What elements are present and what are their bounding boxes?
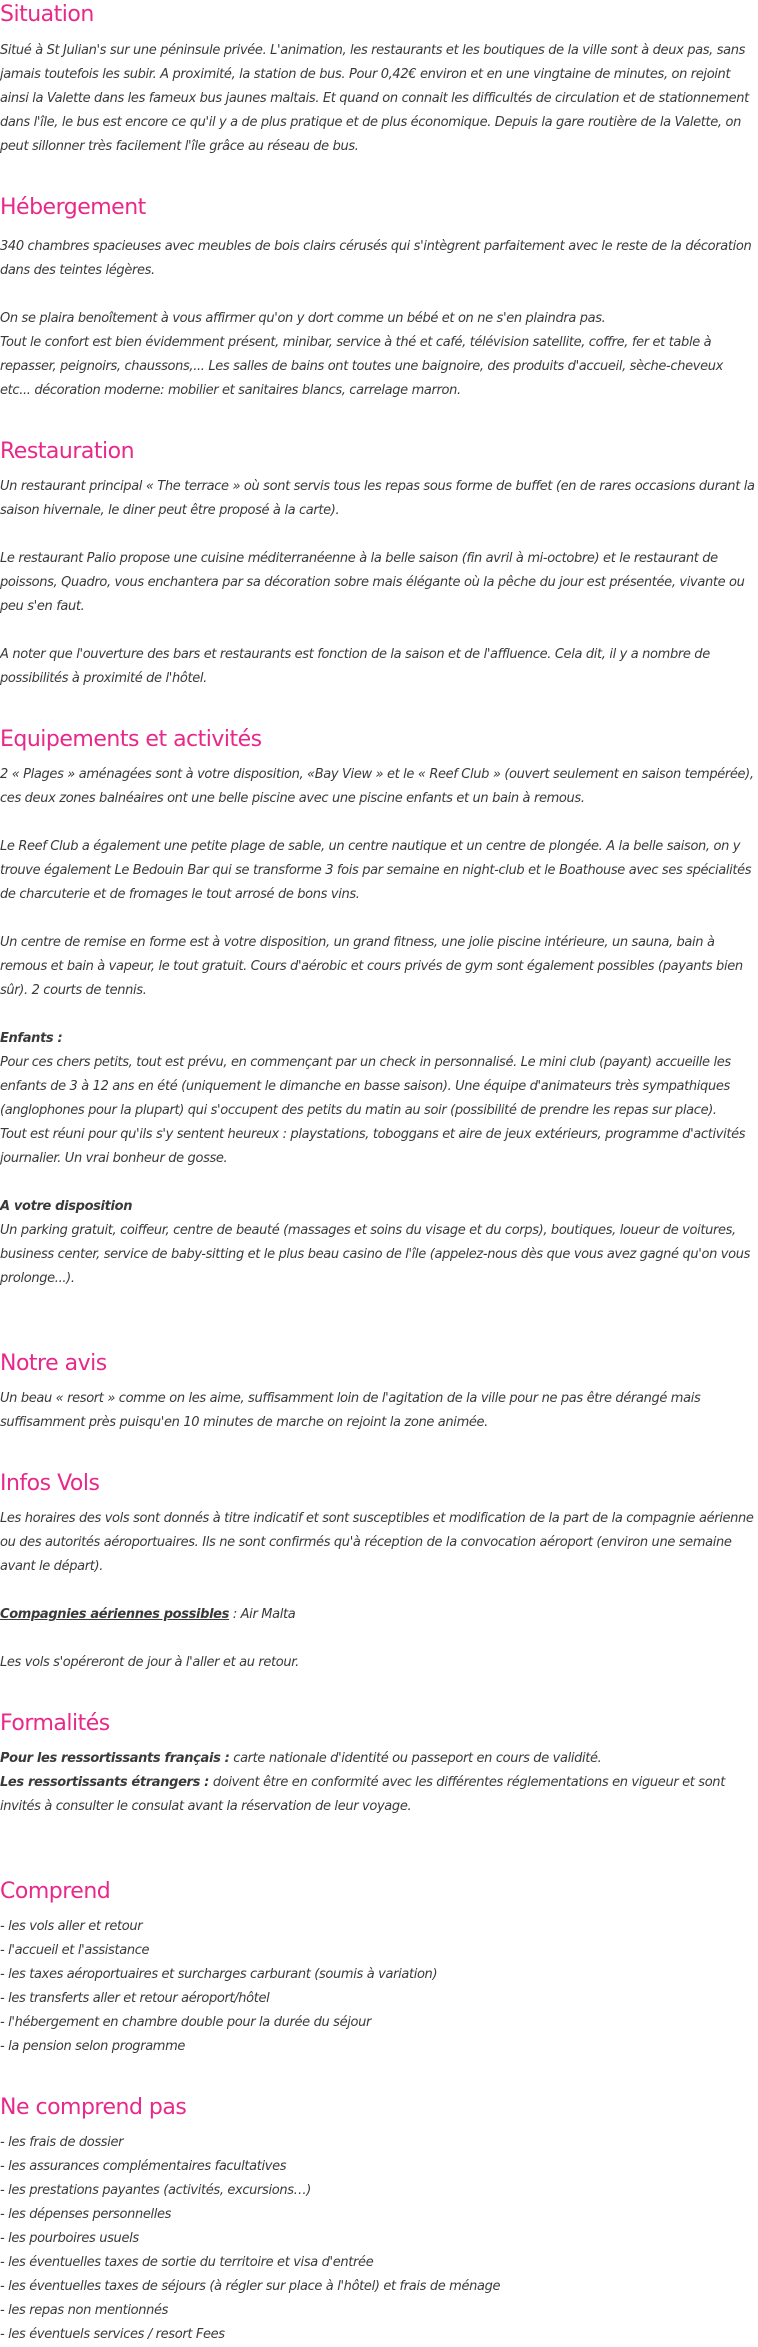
enfants-label: Enfants : xyxy=(0,1031,63,1046)
list-item: - les transferts aller et retour aéroport/hôtel xyxy=(0,1991,270,2006)
section-title-hebergement: Hébergement xyxy=(0,195,146,220)
list-item: - les éventuelles taxes de sortie du territoire et visa d'entrée xyxy=(0,2255,374,2270)
list-item: - les éventuels services / resort Fees xyxy=(0,2327,225,2342)
vols-p1: Les horaires des vols sont donnés à titre indicatif et sont susceptibles et modification de la part de la compagnie aérienne ou des autorités aéroportuaires. Ils ne sont confirmés qu'à réception de la convocation aéroport (environ une semaine avant le départ). xyxy=(0,1511,754,1574)
formalites-etr xyxy=(0,1771,756,1819)
list-item: - les éventuelles taxes de séjours (à régler sur place à l'hôtel) et frais de ménage xyxy=(0,2279,501,2294)
formalites-etr-label: Les ressortissants étrangers : xyxy=(0,1775,210,1790)
list-item: - les frais de dossier xyxy=(0,2135,124,2150)
list-item: - les pourboires usuels xyxy=(0,2231,139,2246)
disposition-label: A votre disposition xyxy=(0,1199,133,1214)
list-item: - les assurances complémentaires facultatives xyxy=(0,2159,287,2174)
hebergement-p2: On se plaira benoîtement à vous affirmer qu'on y dort comme un bébé et on ne s'en plaindra pas. xyxy=(0,311,606,326)
enfants-p2: Tout est réuni pour qu'ils s'y sentent heureux : playstations, toboggans et aire de jeux extérieurs, programme d'activités journalier. Un vrai bonheur de gosse. xyxy=(0,1127,746,1166)
section-title-restauration: Restauration xyxy=(0,439,135,464)
equipements-p1: 2 « Plages » aménagées sont à votre disposition, «Bay View » et le « Reef Club » (ouvert seulement en saison tempérée), ces deux zones balnéaires ont une belle piscine avec une piscine enfants et un bain à remous. xyxy=(0,767,754,806)
list-item: - les vols aller et retour xyxy=(0,1919,143,1934)
list-item: - la pension selon programme xyxy=(0,2039,186,2054)
section-title-avis: Notre avis xyxy=(0,1351,107,1376)
list-item: - les dépenses personnelles xyxy=(0,2207,172,2222)
restauration-p1: Un restaurant principal « The terrace » où sont servis tous les repas sous forme de buffet (en de rares occasions durant la saison hivernale, le diner peut être proposé à la carte). xyxy=(0,479,755,518)
restauration-p2: Le restaurant Palio propose une cuisine méditerranéenne à la belle saison (fin avril à mi-octobre) et le restaurant de poissons, Quadro, vous enchantera par sa décoration sobre mais élégante où la pêche du jour est présentée, vivante ou peu s'en faut. xyxy=(0,551,745,614)
vols-compagnies xyxy=(0,1603,756,1627)
equipements-p3: Un centre de remise en forme est à votre disposition, un grand fitness, une jolie piscine intérieure, un sauna, bain à remous et bain à vapeur, le tout gratuit. Cours d'aérobic et cours privés de gym sont également possibles (payants bien sûr). 2 courts de tennis. xyxy=(0,935,743,998)
formalites-fr-label: Pour les ressortissants français : xyxy=(0,1751,230,1766)
list-item: - les taxes aéroportuaires et surcharges carburant (soumis à variation) xyxy=(0,1967,438,1982)
situation-text: Situé à St Julian's sur une péninsule privée. L'animation, les restaurants et les boutiques de la ville sont à deux pas, sans jamais toutefois les subir. A proximité, la station de bus. Pour 0,42€ environ et en une vingtaine de minutes, on rejoint ainsi la Valette dans les fameux bus jaunes maltais. Et quand on connait les difficultés de circulation et de stationnement dans l'île, le bus est encore ce qu'il y a de plus pratique et de plus économique. Depuis la gare routière de la Valette, on peut sillonner très facilement l'île grâce au réseau de bus. xyxy=(0,43,749,154)
enfants-p1: Pour ces chers petits, tout est prévu, en commençant par un check in personnalisé. Le mini club (payant) accueille les enfants de 3 à 12 ans en été (uniquement le dimanche en basse saison). Une équipe d'animateurs très sympathiques (anglophones pour la plupart) qui s'occupent des petits du matin au soir (possibilité de prendre les repas sur place). xyxy=(0,1055,731,1118)
hebergement-p3: Tout le confort est bien évidemment présent, minibar, service à thé et café, télévision satellite, coffre, fer et table à repasser, peignoirs, chaussons,... Les salles de bains ont toutes une baignoire, des produits d'accueil, sèche-cheveux etc... décoration moderne: mobilier et sanitaires blancs, carrelage marron. xyxy=(0,335,723,398)
list-item: - l'hébergement en chambre double pour la durée du séjour xyxy=(0,2015,371,2030)
comprend-list xyxy=(0,1915,756,2059)
section-title-vols: Infos Vols xyxy=(0,1471,100,1496)
formalites-fr xyxy=(0,1747,756,1771)
list-item: - les prestations payantes (activités, excursions…) xyxy=(0,2183,312,2198)
list-item: - l'accueil et l'assistance xyxy=(0,1943,150,1958)
formalites-etr-text: doivent être en conformité avec les différentes réglementations en vigueur et sont invités à consulter le consulat avant la réservation de leur voyage. xyxy=(0,1775,725,1814)
equipements-p2: Le Reef Club a également une petite plage de sable, un centre nautique et un centre de plongée. A la belle saison, on y trouve également Le Bedouin Bar qui se transforme 3 fois par semaine en night-club et le Boathouse avec ses spécialités de charcuterie et de fromages le tout arrosé de bons vins. xyxy=(0,839,752,902)
compagnies-label: Compagnies aériennes possibles xyxy=(0,1607,230,1622)
section-title-equipements: Equipements et activités xyxy=(0,727,262,752)
formalites-fr-text: carte nationale d'identité ou passeport en cours de validité. xyxy=(229,1751,602,1766)
compagnies-value: : Air Malta xyxy=(229,1607,296,1622)
vols-p3: Les vols s'opéreront de jour à l'aller et au retour. xyxy=(0,1655,299,1670)
section-title-formalites: Formalités xyxy=(0,1711,110,1736)
hebergement-p1: 340 chambres spacieuses avec meubles de bois clairs cérusés qui s'intègrent parfaitement avec le reste de la décoration dans des teintes légères. xyxy=(0,239,752,278)
avis-text: Un beau « resort » comme on les aime, suffisamment loin de l'agitation de la ville pour ne pas être dérangé mais suffisamment près puisqu'en 10 minutes de marche on rejoint la zone animée. xyxy=(0,1391,701,1430)
section-title-situation: Situation xyxy=(0,2,94,27)
section-title-ne-comprend-pas: Ne comprend pas xyxy=(0,2095,187,2120)
restauration-p3: A noter que l'ouverture des bars et restaurants est fonction de la saison et de l'affluence. Cela dit, il y a nombre de possibilités à proximité de l'hôtel. xyxy=(0,647,710,686)
list-item: - les repas non mentionnés xyxy=(0,2303,169,2318)
disposition-text: Un parking gratuit, coiffeur, centre de beauté (massages et soins du visage et du corps), boutiques, loueur de voitures, business center, service de baby-sitting et le plus beau casino de l'île (appelez-nous dès que vous avez gagné qu'on vous prolonge...). xyxy=(0,1223,751,1286)
section-title-comprend: Comprend xyxy=(0,1879,111,1904)
ne-comprend-pas-list xyxy=(0,2131,756,2347)
